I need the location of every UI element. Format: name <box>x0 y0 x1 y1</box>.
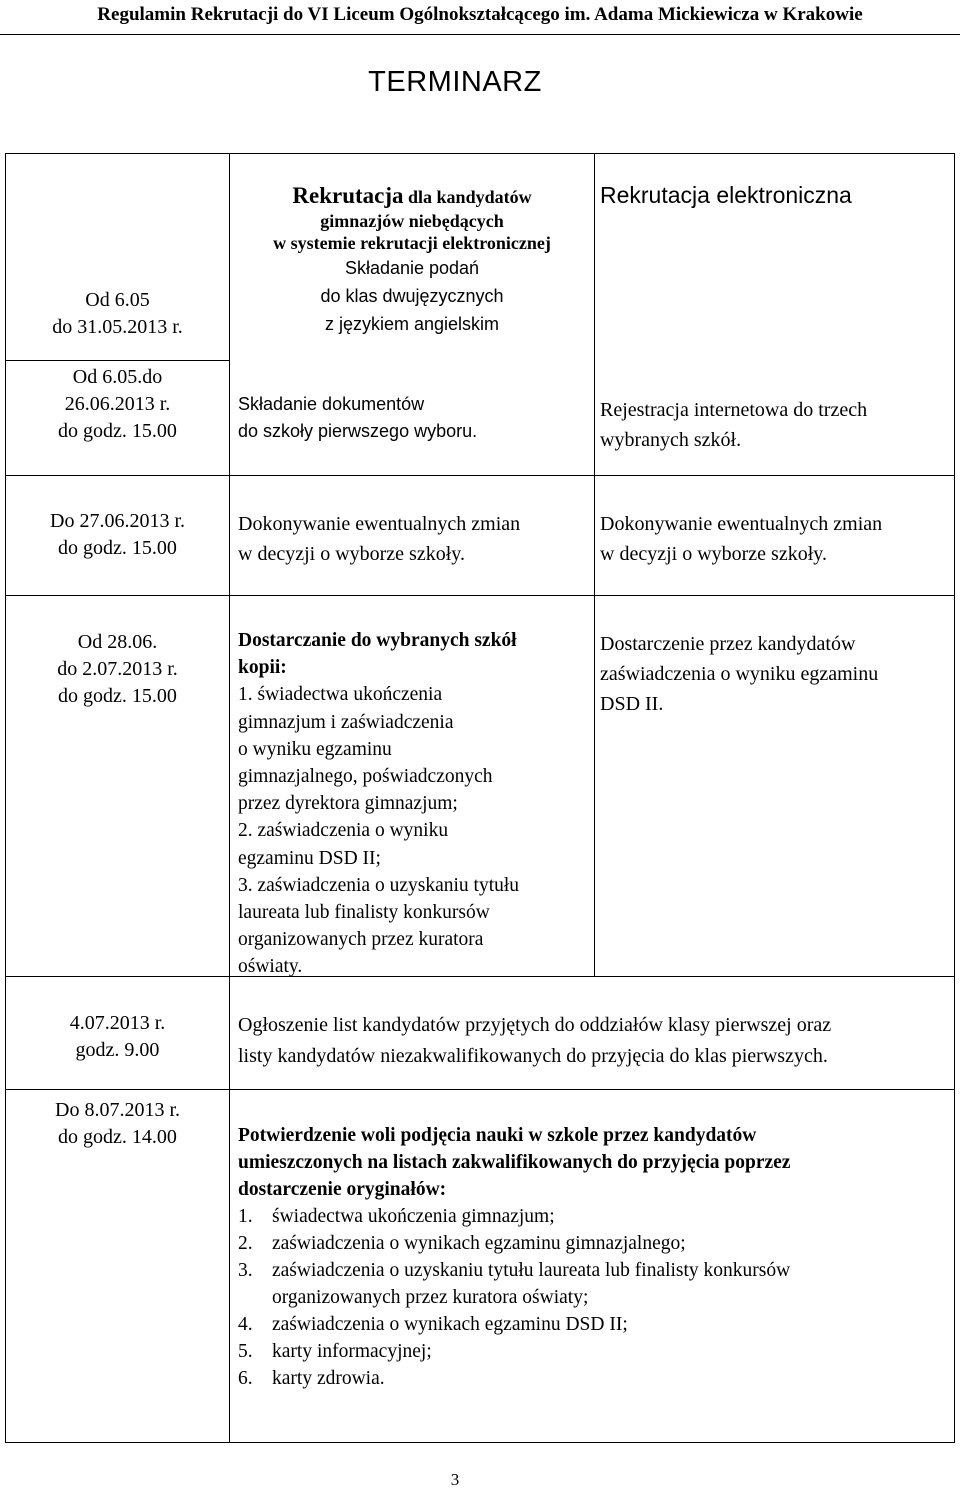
date-line: do 31.05.2013 r. <box>52 316 183 338</box>
heading-big: Rekrutacja <box>292 183 404 208</box>
text-line: Dostarczenie przez kandydatów <box>600 633 856 655</box>
sub-line: z językiem angielskim <box>324 314 500 334</box>
list-text: zaświadczenia o wynikach egzaminu DSD II; <box>272 1314 628 1335</box>
table-border-left <box>5 153 6 1443</box>
date-line: Od 6.05.do <box>72 366 163 388</box>
text-line: 1. świadectwa ukończenia <box>238 684 443 706</box>
date-line: do 2.07.2013 r. <box>57 658 178 680</box>
date-line: Od 6.05 <box>85 289 150 311</box>
row6-text <box>238 1122 952 1392</box>
date-line: Do 8.07.2013 r. <box>55 1099 180 1121</box>
list-item <box>238 1203 952 1230</box>
text-line: Składanie dokumentów <box>238 394 425 414</box>
sub-line: Składanie podań <box>344 258 480 278</box>
bold-line: Potwierdzenie woli podjęcia nauki w szkole przez kandydatów <box>238 1125 757 1146</box>
row2-col2 <box>238 391 588 445</box>
date-line: 4.07.2013 r. <box>69 1012 166 1034</box>
row2-date <box>5 364 230 445</box>
document-header <box>0 0 960 35</box>
list-text: karty zdrowia. <box>272 1368 385 1389</box>
row-divider-1 <box>5 360 230 361</box>
row-divider-5 <box>5 1089 955 1090</box>
row-divider-2 <box>5 475 955 476</box>
bold-line: umieszczonych na listach zakwalifikowanych do przyjęcia poprzez <box>238 1152 791 1173</box>
text-line: Ogłoszenie list kandydatów przyjętych do oddziałów klasy pierwszej oraz <box>238 1014 832 1036</box>
column-divider-2 <box>594 153 595 977</box>
page-number: 3 <box>450 1470 460 1489</box>
row3-date <box>5 508 230 562</box>
row3-col2 <box>238 509 593 569</box>
row6-date <box>5 1097 230 1151</box>
list-item <box>238 1257 952 1311</box>
text-line: 2. zaświadczenia o wyniku <box>238 820 449 842</box>
list-number: 1. <box>238 1206 253 1227</box>
text-line: laureata lub finalisty konkursów <box>238 902 490 924</box>
table-border-right <box>954 153 955 1443</box>
row-divider-3 <box>5 595 955 596</box>
list-item <box>238 1230 952 1257</box>
list-item <box>238 1311 952 1338</box>
bold-line: dostarczenie oryginałów: <box>238 1179 447 1200</box>
text-line: gimnazjum i zaświadczenia <box>238 711 454 733</box>
bold-line: Dostarczanie do wybranych szkół <box>238 630 517 651</box>
text-line: organizowanych przez kuratora <box>238 929 484 951</box>
column-divider-1 <box>229 153 230 1443</box>
text-line: Dokonywanie ewentualnych zmian <box>238 513 521 535</box>
list-number: 2. <box>238 1233 253 1254</box>
list-number: 4. <box>238 1314 253 1335</box>
row4-col3 <box>600 629 954 719</box>
text-line: gimnazjalnego, poświadczonych <box>238 766 493 788</box>
text-line: 3. zaświadczenia o uzyskaniu tytułu <box>238 874 520 896</box>
text-line: w decyzji o wyborze szkoły. <box>600 543 827 565</box>
header-text: Regulamin Rekrutacji do VI Liceum Ogólnokształcącego im. Adama Mickiewicza w Krakowie <box>97 4 863 25</box>
list-number: 3. <box>238 1260 253 1281</box>
row1-col2 <box>230 184 594 338</box>
date-line: do godz. 15.00 <box>58 685 177 707</box>
text-line: Dokonywanie ewentualnych zmian <box>600 513 883 535</box>
list-item <box>238 1365 952 1392</box>
text-line: oświaty. <box>238 956 303 978</box>
text-line: o wyniku egzaminu <box>238 738 392 760</box>
heading-line: w systemie rekrutacji elektronicznej <box>273 233 551 253</box>
row1-date <box>5 287 230 341</box>
page-title: TERMINARZ <box>368 66 542 98</box>
list-text: świadectwa ukończenia gimnazjum; <box>272 1206 555 1227</box>
date-line: do godz. 14.00 <box>58 1126 177 1148</box>
row5-text <box>238 1010 952 1072</box>
row1-col3-heading: Rekrutacja elektroniczna <box>600 182 852 208</box>
text-line: do szkoły pierwszego wyboru. <box>238 421 478 441</box>
text-line: listy kandydatów niezakwalifikowanych do przyjęcia do klas pierwszych. <box>238 1045 828 1067</box>
table-border-top <box>5 153 955 154</box>
list-number: 5. <box>238 1341 253 1362</box>
list-number: 6. <box>238 1368 253 1389</box>
text-line: wybranych szkół. <box>600 429 742 451</box>
heading-line: gimnazjów niebędących <box>320 211 504 231</box>
text-line: zaświadczenia o wyniku egzaminu <box>600 663 879 685</box>
date-line: Od 28.06. <box>77 631 158 653</box>
row5-date <box>5 1010 230 1064</box>
date-line: do godz. 15.00 <box>58 537 177 559</box>
text-line: egzaminu DSD II; <box>238 847 381 869</box>
row4-date <box>5 629 230 710</box>
list-text: karty informacyjnej; <box>272 1341 432 1362</box>
date-line: godz. 9.00 <box>75 1039 160 1061</box>
heading-rest: dla kandydatów <box>403 187 532 207</box>
list-text: zaświadczenia o uzyskaniu tytułu laureata lub finalisty konkursów <box>272 1260 791 1281</box>
date-line: Do 27.06.2013 r. <box>50 510 185 532</box>
bold-line: kopii: <box>238 657 287 679</box>
row4-col2 <box>238 627 593 981</box>
text-line: przez dyrektora gimnazjum; <box>238 793 458 815</box>
originals-list <box>238 1203 952 1392</box>
date-line: do godz. 15.00 <box>58 420 177 442</box>
text-line: Rejestracja internetowa do trzech <box>600 399 868 421</box>
list-text: organizowanych przez kuratora oświaty; <box>272 1287 589 1308</box>
table-border-bottom <box>5 1442 955 1443</box>
date-line: 26.06.2013 r. <box>64 393 171 415</box>
row2-col3 <box>600 395 950 455</box>
row3-col3 <box>600 509 954 569</box>
sub-line: do klas dwujęzycznych <box>320 286 504 306</box>
list-item <box>238 1338 952 1365</box>
col2-heading <box>230 184 594 210</box>
text-line: w decyzji o wyborze szkoły. <box>238 543 465 565</box>
text-line: DSD II. <box>600 693 664 715</box>
list-text: zaświadczenia o wynikach egzaminu gimnazjalnego; <box>272 1233 686 1254</box>
